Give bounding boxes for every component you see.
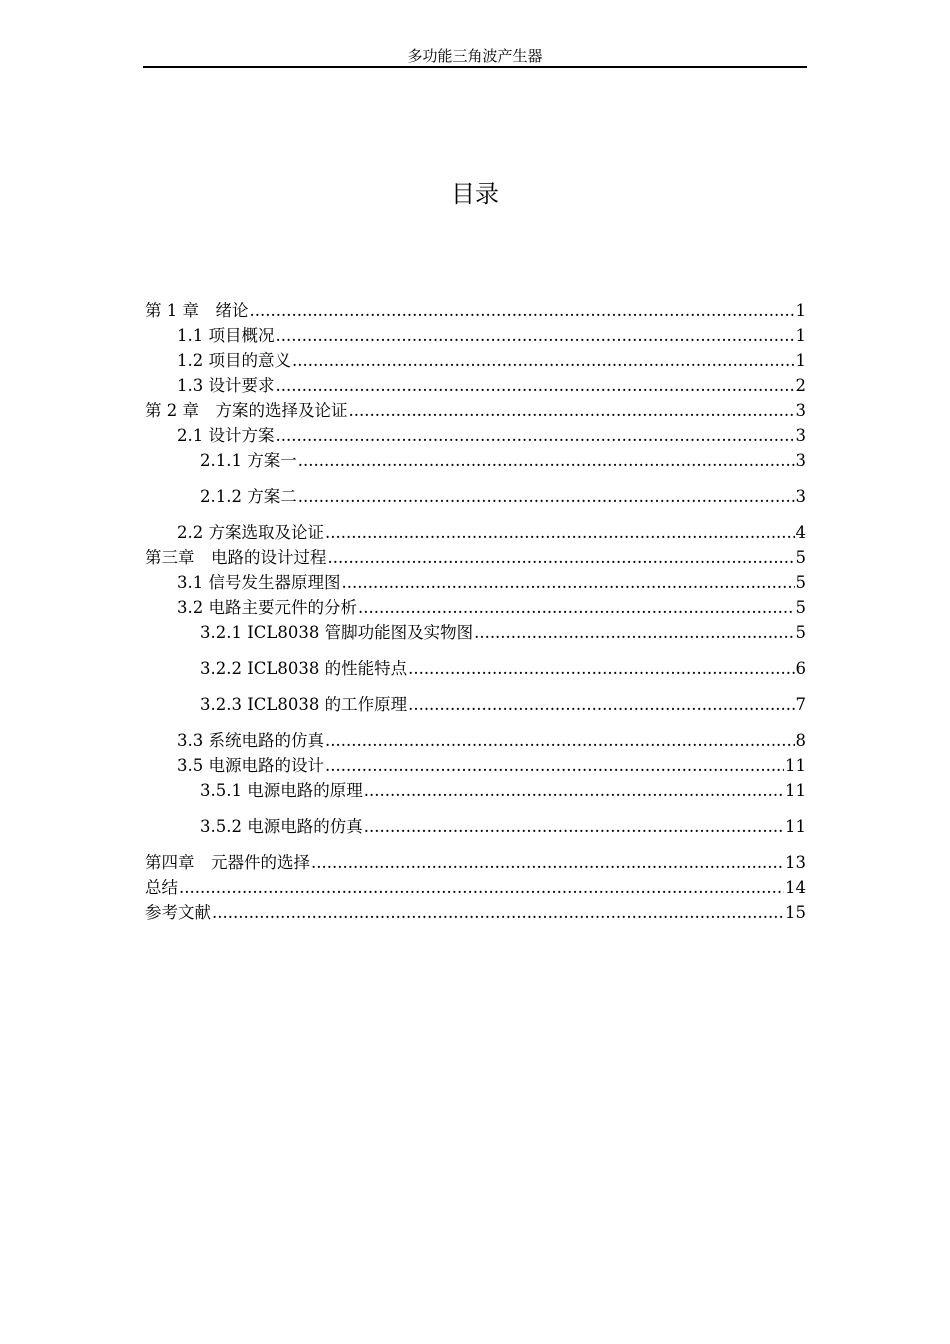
toc-leader-dots	[408, 692, 794, 717]
toc-entry-label: 3.5.2 电源电路的仿真	[200, 817, 363, 836]
toc-entry-label: 3.5 电源电路的设计	[177, 756, 324, 775]
toc-entry-label: 第四章 元器件的选择	[145, 853, 310, 872]
toc-entry[interactable]	[145, 728, 806, 753]
toc-entry[interactable]	[145, 545, 806, 570]
toc-leader-dots	[325, 753, 784, 778]
toc-entry-label: 3.5.1 电源电路的原理	[200, 781, 363, 800]
toc-entry[interactable]	[145, 373, 806, 398]
toc-entry-page: 3	[795, 426, 806, 445]
header-rule	[143, 66, 807, 68]
toc-entry-label: 3.2.3 ICL8038 的工作原理	[200, 695, 408, 714]
toc-entry-page: 6	[795, 659, 806, 678]
toc-entry[interactable]	[145, 875, 806, 900]
toc-entry[interactable]	[145, 595, 806, 620]
running-header: 多功能三角波产生器	[407, 47, 543, 65]
toc-entry[interactable]	[145, 814, 806, 839]
toc-leader-dots	[325, 520, 795, 545]
toc-entry-label: 第 2 章 方案的选择及论证	[145, 401, 348, 420]
toc-leader-dots	[325, 728, 795, 753]
toc-leader-dots	[349, 398, 795, 423]
toc-entry-page: 3	[795, 487, 806, 506]
toc-leader-dots	[298, 448, 795, 473]
toc-entry-label: 第 1 章 绪论	[145, 301, 249, 320]
toc-entry[interactable]	[145, 298, 806, 323]
toc-entry-label: 总结	[145, 878, 178, 897]
toc-leader-dots	[364, 778, 784, 803]
toc-leader-dots	[276, 323, 795, 348]
toc-entry-page: 11	[785, 756, 806, 775]
toc-entry-page: 15	[785, 903, 806, 922]
toc-entry-page: 8	[795, 731, 806, 750]
toc-entry-label: 3.3 系统电路的仿真	[177, 731, 324, 750]
toc-entry-label: 3.2.1 ICL8038 管脚功能图及实物图	[200, 623, 474, 642]
toc-entry-label: 3.1 信号发生器原理图	[177, 573, 341, 592]
toc-leader-dots	[311, 850, 784, 875]
toc-leader-dots	[292, 348, 795, 373]
toc-entry-page: 1	[795, 351, 806, 370]
toc-entry-page: 1	[795, 326, 806, 345]
toc-entry-label: 2.1.1 方案一	[200, 451, 297, 470]
toc-entry-page: 11	[785, 817, 806, 836]
toc-entry-label: 1.2 项目的意义	[177, 351, 291, 370]
toc-entry-page: 3	[795, 401, 806, 420]
toc-leader-dots	[328, 545, 795, 570]
toc-leader-dots	[408, 656, 794, 681]
toc-leader-dots	[250, 298, 795, 323]
toc-leader-dots	[276, 373, 795, 398]
toc-entry-label: 2.1.2 方案二	[200, 487, 297, 506]
toc-entry-page: 5	[795, 623, 806, 642]
toc-entry[interactable]	[145, 323, 806, 348]
toc-entry[interactable]	[145, 850, 806, 875]
toc-entry[interactable]	[145, 398, 806, 423]
toc-entry-page: 7	[795, 695, 806, 714]
toc-leader-dots	[364, 814, 784, 839]
toc-entry[interactable]	[145, 620, 806, 645]
toc-entry-label: 参考文献	[145, 903, 211, 922]
toc-entry-label: 2.2 方案选取及论证	[177, 523, 324, 542]
toc-leader-dots	[276, 423, 795, 448]
toc-entry[interactable]	[145, 520, 806, 545]
toc-entry-label: 3.2 电路主要元件的分析	[177, 598, 357, 617]
toc-entry-label: 1.1 项目概况	[177, 326, 275, 345]
toc-leader-dots	[342, 570, 795, 595]
toc-entry-label: 3.2.2 ICL8038 的性能特点	[200, 659, 408, 678]
toc-leader-dots	[474, 620, 794, 645]
toc-entry[interactable]	[145, 656, 806, 681]
toc-entry[interactable]	[145, 348, 806, 373]
toc-entry-page: 3	[795, 451, 806, 470]
toc-entry-page: 5	[795, 598, 806, 617]
toc-entry[interactable]	[145, 448, 806, 473]
toc-entry[interactable]	[145, 778, 806, 803]
toc-entry[interactable]	[145, 484, 806, 509]
toc-leader-dots	[212, 900, 784, 925]
toc-title: 目录	[451, 180, 499, 208]
toc-entry-page: 11	[785, 781, 806, 800]
toc-leader-dots	[179, 875, 784, 900]
toc-entry[interactable]	[145, 423, 806, 448]
toc-entry-page: 13	[785, 853, 806, 872]
toc-entry-page: 4	[795, 523, 806, 542]
toc-entry[interactable]	[145, 900, 806, 925]
toc-entry[interactable]	[145, 692, 806, 717]
toc-leader-dots	[298, 484, 795, 509]
toc-leader-dots	[358, 595, 795, 620]
toc-entry-label: 1.3 设计要求	[177, 376, 275, 395]
toc-entry-page: 14	[785, 878, 806, 897]
toc-entry-page: 2	[795, 376, 806, 395]
toc-entry-page: 1	[795, 301, 806, 320]
toc-entry[interactable]	[145, 570, 806, 595]
toc-entry-page: 5	[795, 573, 806, 592]
toc-entry-page: 5	[795, 548, 806, 567]
toc-entry-label: 2.1 设计方案	[177, 426, 275, 445]
toc-entry[interactable]	[145, 753, 806, 778]
table-of-contents	[145, 298, 806, 925]
toc-entry-label: 第三章 电路的设计过程	[145, 548, 327, 567]
